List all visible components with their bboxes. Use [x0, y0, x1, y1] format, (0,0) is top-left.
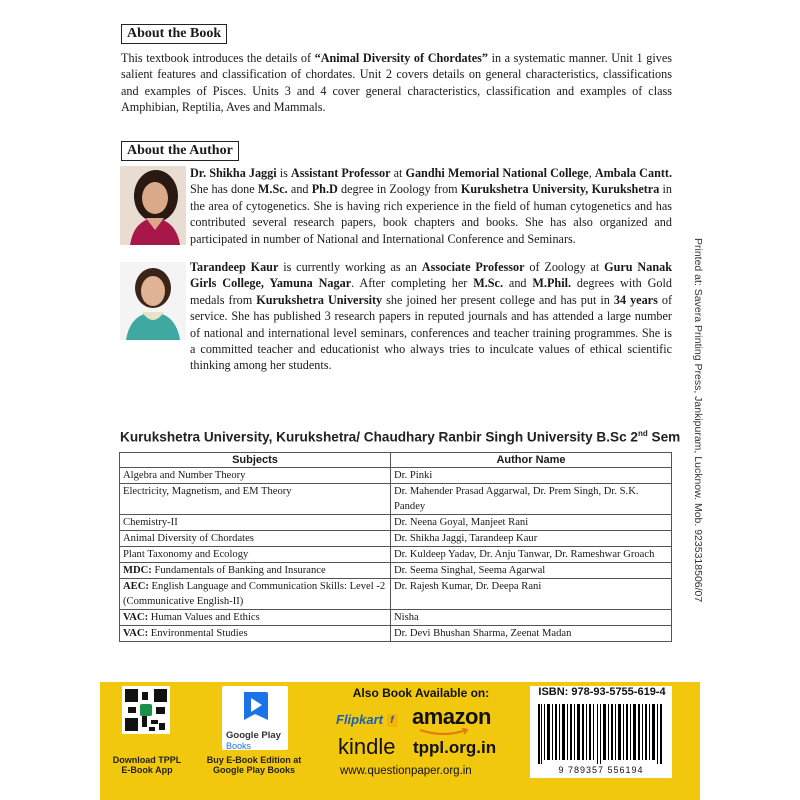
author1-bio: Dr. Shikha Jaggi is Assistant Professor at Gandhi Memorial National College, Ambala Cantt. She has done M.Sc. and Ph.D degree in Zoology from Kurukshetra University, Kurukshetra in the area of cytogenetics. She is having rich experience in the field of human cytogenetics and has contributed several research papers, book chapters and books. She has also organized and participated in number of National and International Conference and Seminars.	[190, 166, 673, 246]
subjects-table	[119, 452, 672, 642]
subject-cell: Chemistry-II	[120, 515, 391, 531]
available-heading: Also Book Available on:	[352, 686, 490, 700]
amazon-logo[interactable]: amazon	[412, 704, 491, 730]
author-cell: Dr. Kuldeep Yadav, Dr. Anju Tanwar, Dr. Rameshwar Groach	[391, 547, 672, 563]
qr-caption: Download TPPL E-Book App	[112, 755, 182, 775]
header-author-name: Author Name	[391, 453, 672, 468]
subject-cell: VAC: Human Values and Ethics	[120, 610, 391, 626]
subject-cell: Animal Diversity of Chordates	[120, 531, 391, 547]
qr-code[interactable]	[122, 686, 170, 734]
author-cell: Dr. Seema Singhal, Seema Agarwal	[391, 563, 672, 579]
author-photo-tarandeep-kaur	[120, 262, 186, 340]
author-cell: Dr. Shikha Jaggi, Tarandeep Kaur	[391, 531, 672, 547]
author-photo-shikha-jaggi	[120, 166, 186, 245]
header-subjects: Subjects	[120, 453, 391, 468]
google-play-books-icon	[222, 686, 288, 726]
printer-info: Printed at: Savera Printing Press, Jankipuram, Lucknow. Mob. 9235318506/07	[692, 238, 704, 603]
subject-cell: MDC: Fundamentals of Banking and Insurance	[120, 563, 391, 579]
table-row	[120, 579, 672, 610]
author-cell: Dr. Pinki	[391, 468, 672, 484]
barcode-digits: 9 789357 556194	[558, 765, 644, 775]
kindle-logo[interactable]: kindle	[338, 734, 396, 759]
table-row	[120, 547, 672, 563]
google-play-caption: Buy E-Book Edition at Google Play Books	[206, 755, 302, 775]
table-row	[120, 531, 672, 547]
about-book-text: This textbook introduces the details of “Animal Diversity of Chordates” in a systematic manner. Unit 1 gives salient features and classification of chordates. Unit 2 covers details on general characteristics, classifications and examples of Pisces. Units 3 and 4 cover general characteristics, classification and examples of class Amphibian, Reptilia, Aves and Mammals.	[121, 51, 672, 115]
table-header-row	[120, 453, 672, 468]
author-cell: Dr. Mahender Prasad Aggarwal, Dr. Prem Singh, Dr. S.K. Pandey	[391, 484, 672, 515]
table-title: Kurukshetra University, Kurukshetra/ Chaudhary Ranbir Singh University B.Sc 2nd Sem	[120, 429, 681, 445]
table-row	[120, 484, 672, 515]
table-row	[120, 515, 672, 531]
subject-cell: VAC: Environmental Studies	[120, 626, 391, 642]
table-row	[120, 468, 672, 484]
author2-bio: Tarandeep Kaur is currently working as an Associate Professor of Zoology at Guru Nanak Girls College, Yamuna Nagar. After completing her M.Sc. and M.Phil. degrees with Gold medals from Kurukshetra University she joined her present college and has put in 34 years of service. She has published 3 research papers in reputed journals and has attended a large number of national and international level seminars, conferences and teacher training programmes. She is a committed teacher and educationist who always tries to inculcate values of ethical scientific thinking among her students.	[190, 260, 673, 373]
google-play-text: Google Play Books	[226, 730, 281, 751]
about-author-heading: About the Author	[121, 141, 239, 161]
website-link[interactable]: www.questionpaper.org.in	[340, 765, 472, 777]
about-book-heading: About the Book	[121, 24, 227, 44]
flipkart-logo[interactable]: Flipkart f	[336, 712, 398, 727]
subject-cell: Plant Taxonomy and Ecology	[120, 547, 391, 563]
isbn-number: ISBN: 978-93-5755-619-4	[538, 686, 666, 698]
subject-cell: AEC: English Language and Communication Skills: Level -2 (Communicative English-II)	[120, 579, 391, 610]
table-row	[120, 626, 672, 642]
amazon-smile-icon	[418, 728, 470, 736]
author-cell: Dr. Rajesh Kumar, Dr. Deepa Rani	[391, 579, 672, 610]
table-row	[120, 563, 672, 579]
subject-cell: Algebra and Number Theory	[120, 468, 391, 484]
tppl-link[interactable]: tppl.org.in	[413, 738, 497, 757]
table-row	[120, 610, 672, 626]
author-cell: Nisha	[391, 610, 672, 626]
flipkart-bag-icon: f	[387, 714, 398, 727]
subject-cell: Electricity, Magnetism, and EM Theory	[120, 484, 391, 515]
author-cell: Dr. Devi Bhushan Sharma, Zeenat Madan	[391, 626, 672, 642]
author-cell: Dr. Neena Goyal, Manjeet Rani	[391, 515, 672, 531]
